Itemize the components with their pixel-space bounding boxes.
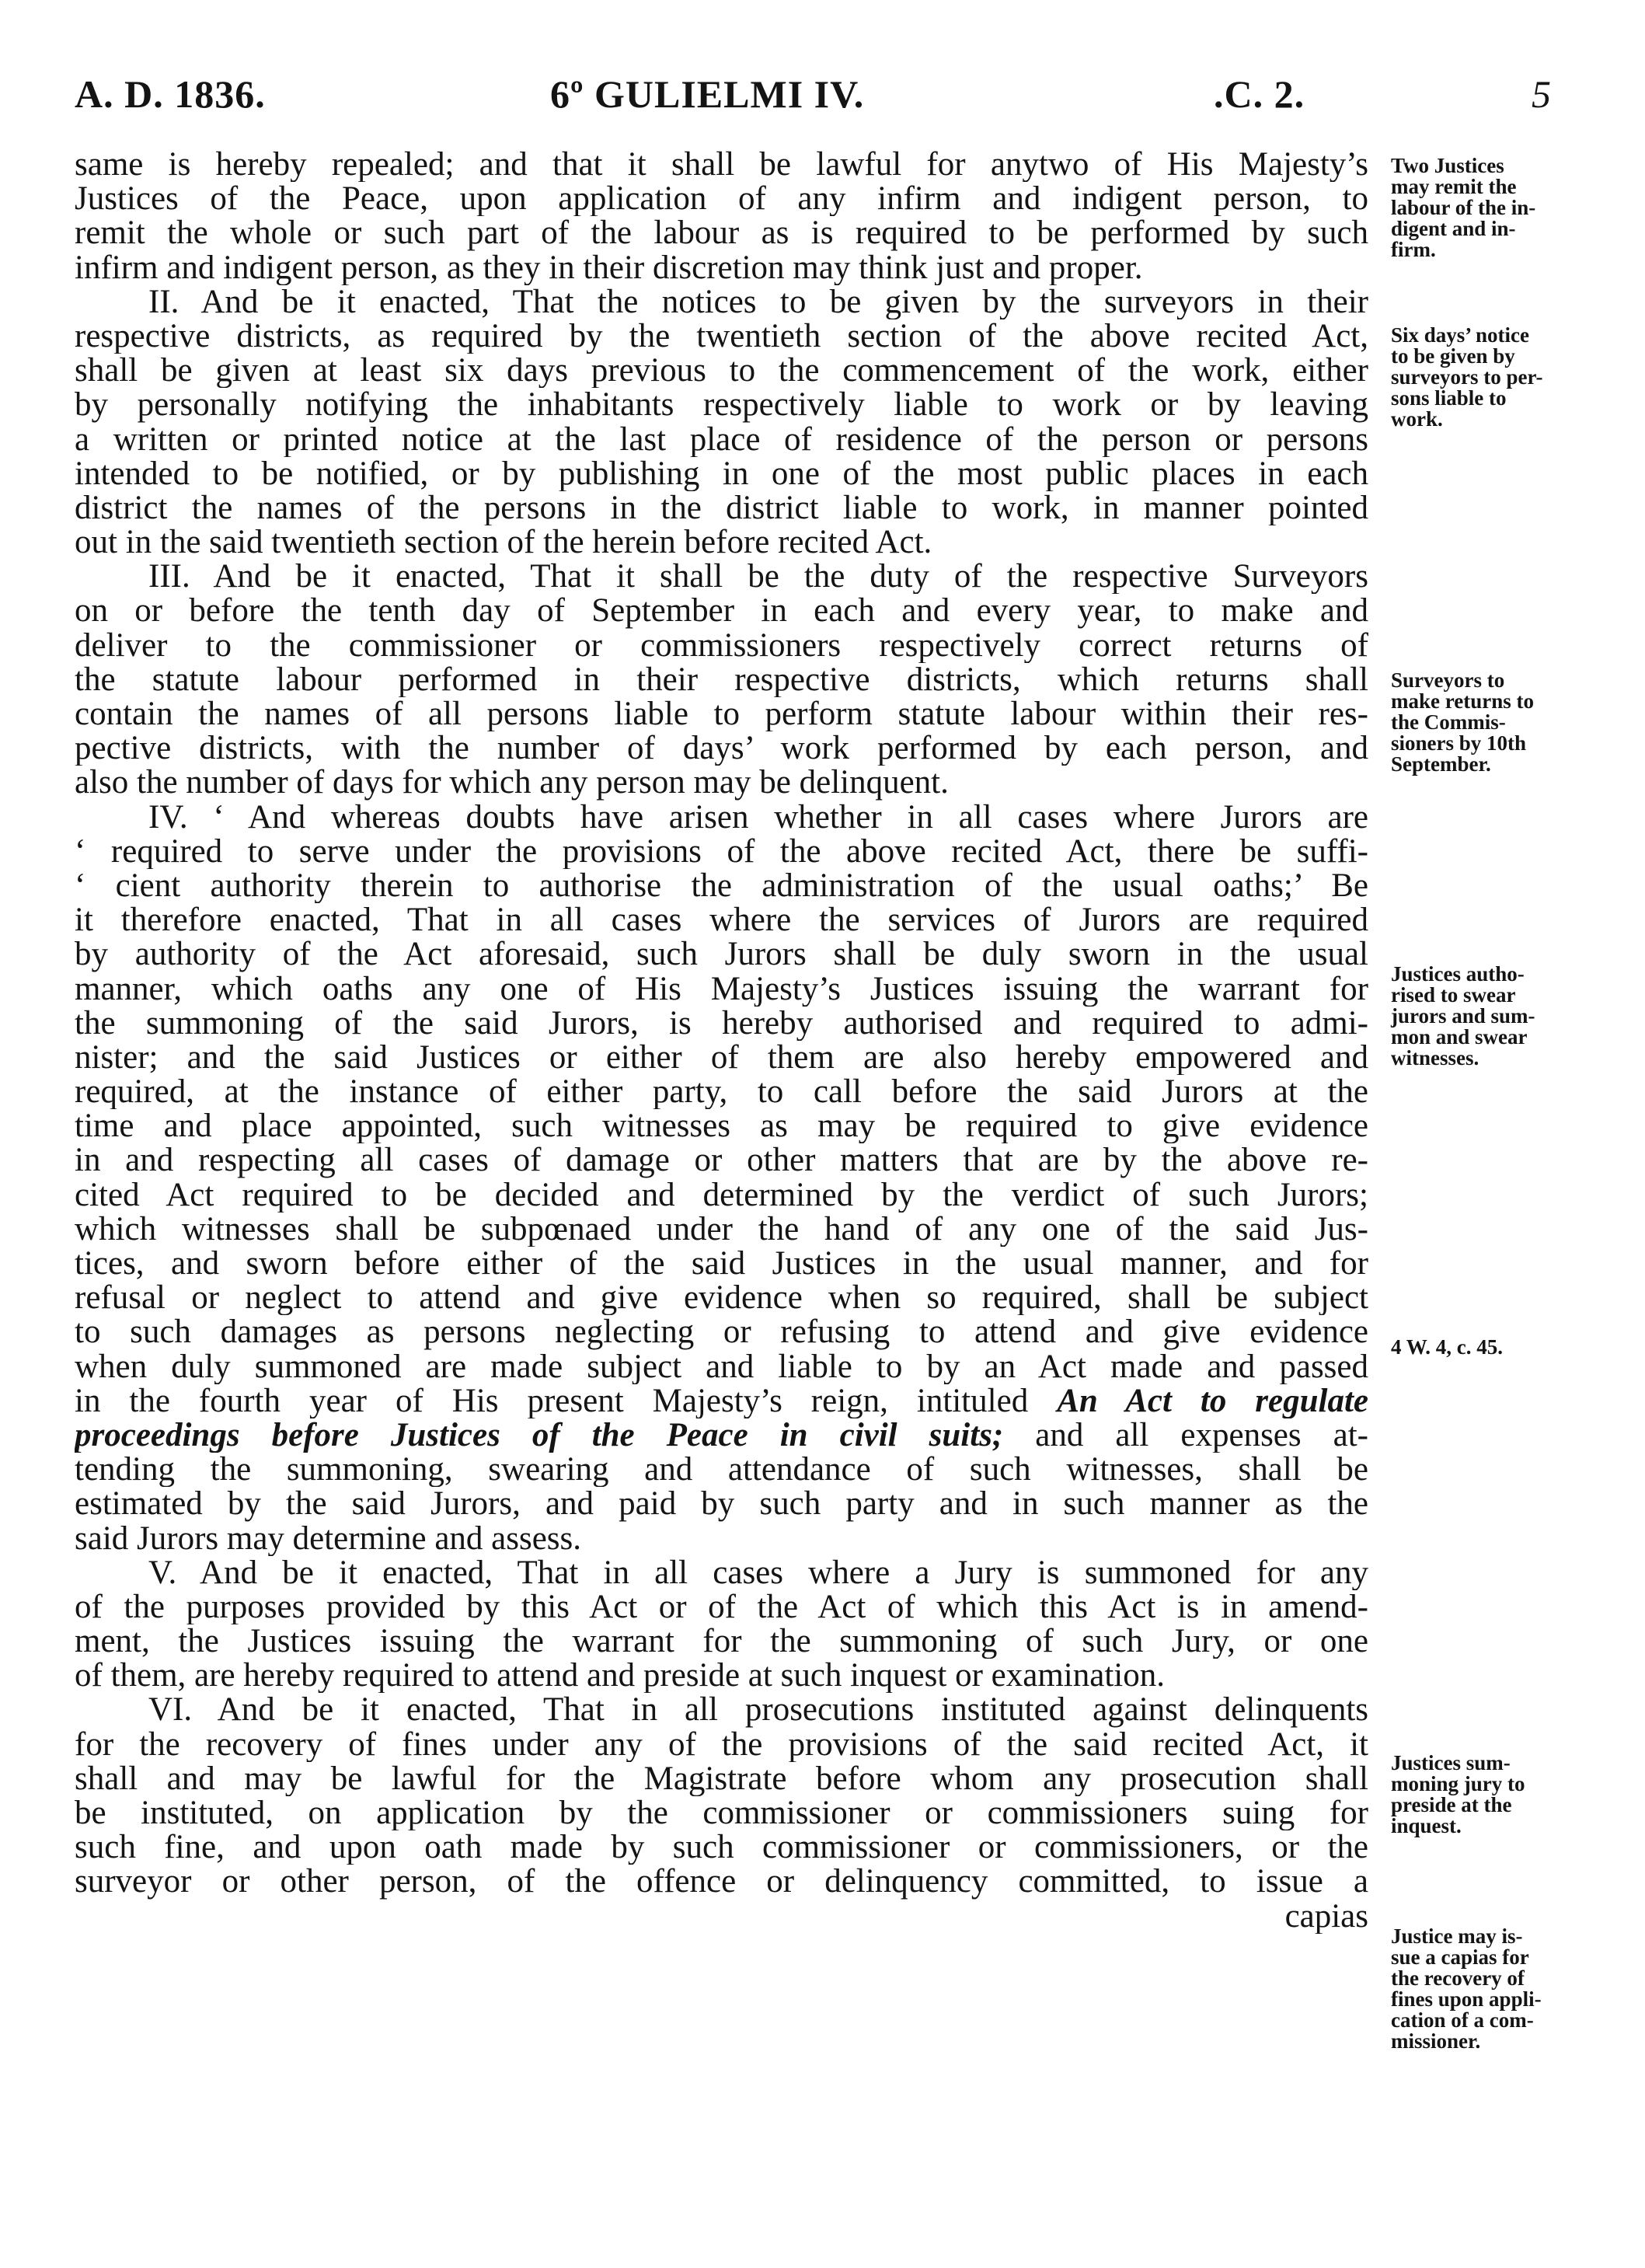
- body-line: [75, 1350, 1368, 1384]
- body-line-text: II. And be it enacted, That the notices to be given by the surveyors in their: [148, 284, 1368, 319]
- body-line: [75, 594, 1368, 628]
- body-line: [75, 1041, 1368, 1075]
- margin-note-statute-ref: [1391, 1337, 1566, 1358]
- margin-note-line: 4 W. 4, c. 45.: [1391, 1335, 1504, 1359]
- body-line: [75, 1453, 1368, 1487]
- body-line-text: ment, the Justices issuing the warrant for the summoning of such Jury, or one: [75, 1624, 1368, 1659]
- margin-note-line: labour of the in-: [1391, 196, 1536, 219]
- body-line: [75, 457, 1368, 491]
- margin-note-two-justices: [1391, 155, 1566, 260]
- body-line-text: nister; and the said Justices or either of them are also hereby empowered and: [75, 1040, 1368, 1076]
- body-line: [75, 1315, 1368, 1349]
- body-line: [75, 1830, 1368, 1865]
- body-line-text: pective districts, with the number of days’ work performed by each person, and: [75, 731, 1368, 766]
- body-line-text: IV. ‘ And whereas doubts have arisen whether in all cases where Jurors are: [148, 800, 1368, 835]
- body-line: [75, 354, 1368, 388]
- body-line-text: refusal or neglect to attend and give evidence when so required, shall be subject: [75, 1281, 1368, 1316]
- margin-note-line: Justices sum-: [1391, 1751, 1511, 1774]
- body-line: [75, 1007, 1368, 1041]
- body-line-text: by authority of the Act aforesaid, such Jurors shall be duly sworn in the usual: [75, 937, 1368, 972]
- body-line-text: in and respecting all cases of damage or other matters that are by the above re-: [75, 1143, 1368, 1178]
- margin-note-line: mon and swear: [1391, 1025, 1528, 1049]
- margin-note-line: Justices autho-: [1391, 962, 1525, 986]
- body-line: [75, 1143, 1368, 1178]
- body-line: [75, 629, 1368, 663]
- body-line-text: VI. And be it enacted, That in all prosecutions instituted against delinquents: [148, 1693, 1368, 1728]
- margin-note-line: the recovery of: [1391, 1966, 1525, 1990]
- body-line: [75, 216, 1368, 250]
- margin-note-line: missioner.: [1391, 2029, 1481, 2053]
- body-line-text: V. And be it enacted, That in all cases where a Jury is summoned for any: [148, 1555, 1368, 1590]
- body-line: [75, 731, 1368, 766]
- body-line-text: the summoning of the said Jurors, is hereby authorised and required to admi-: [75, 1006, 1368, 1041]
- body-line-text: by personally notifying the inhabitants respectively liable to work or by leaving: [75, 388, 1368, 423]
- running-header: [0, 72, 1645, 126]
- margin-note-line: surveyors to per-: [1391, 365, 1543, 389]
- body-line: [75, 766, 1368, 800]
- body-line-text: shall and may be lawful for the Magistrate before whom any prosecution shall: [75, 1761, 1368, 1796]
- body-line: [75, 251, 1368, 285]
- body-line: [75, 1418, 1368, 1453]
- body-line-text: of them, are hereby required to attend and preside at such inquest or examination.: [75, 1659, 1165, 1694]
- italic-title: proceedings before Justices of the Peace in civil suits;: [75, 1418, 1004, 1453]
- body-line-text: estimated by the said Jurors, and paid by such party and in such manner as the: [75, 1487, 1368, 1522]
- margin-note-line: firm.: [1391, 238, 1436, 261]
- body-line-text: remit the whole or such part of the labour as is required to be performed by such: [75, 216, 1368, 251]
- margin-note-line: moning jury to: [1391, 1772, 1525, 1795]
- body-line-text: required, at the instance of either party, to call before the said Jurors at the: [75, 1075, 1368, 1110]
- body-line-text: manner, which oaths any one of His Majesty’s Justices issuing the warrant for: [75, 972, 1368, 1007]
- margin-note-line: may remit the: [1391, 175, 1517, 198]
- body-line-text: on or before the tenth day of September in each and every year, to make and: [75, 594, 1368, 629]
- body-line-text: of the purposes provided by this Act or of the Act of which this Act is in amend-: [75, 1589, 1368, 1625]
- page-number: 5: [1532, 72, 1552, 116]
- body-line-text: said Jurors may determine and assess.: [75, 1521, 582, 1556]
- body-line: [75, 182, 1368, 216]
- body-line-text: III. And be it enacted, That it shall be the duty of the respective Surveyors: [148, 560, 1368, 595]
- body-line-text: Justices of the Peace, upon application of any infirm and indigent person, to: [75, 182, 1368, 217]
- body-line: [75, 525, 1368, 560]
- body-line-text: intended to be notified, or by publishing in one of the most public places in each: [75, 456, 1368, 491]
- body-line-text: the statute labour performed in their respective districts, which returns shall: [75, 662, 1368, 697]
- body-line-text: which witnesses shall be subpœnaed under the hand of any one of the said Jus-: [75, 1212, 1368, 1247]
- body-line: [75, 1659, 1368, 1693]
- margin-note-line: sue a capias for: [1391, 1945, 1529, 1969]
- body-line: [75, 1624, 1368, 1659]
- body-line: [75, 1693, 1368, 1727]
- margin-note-line: Two Justices: [1391, 154, 1504, 177]
- body-line-text: in the fourth year of His present Majesty’s reign, intituled: [75, 1383, 1029, 1418]
- body-line: [75, 937, 1368, 972]
- margin-note-line: work.: [1391, 407, 1443, 431]
- body-line-text: it therefore enacted, That in all cases where the services of Jurors are required: [75, 903, 1368, 938]
- body-line-text: a written or printed notice at the last place of residence of the person or persons: [75, 422, 1368, 457]
- body-line-text: also the number of days for which any person may be delinquent.: [75, 766, 949, 801]
- body-line: [75, 319, 1368, 354]
- margin-note-line: September.: [1391, 752, 1491, 776]
- margin-note-line: rised to swear: [1391, 983, 1516, 1007]
- body-line: [75, 697, 1368, 731]
- body-line: [75, 1213, 1368, 1247]
- body-line-text: be instituted, on application by the commissioner or commissioners suing for: [75, 1796, 1368, 1831]
- body-line: [75, 1281, 1368, 1315]
- body-line: [75, 388, 1368, 422]
- margin-note-justices-swear-jurors: [1391, 964, 1566, 1069]
- body-text: [75, 148, 1368, 1934]
- body-line: [75, 1796, 1368, 1830]
- margin-note-line: witnesses.: [1391, 1046, 1479, 1069]
- body-line: [75, 972, 1368, 1007]
- body-line-text: district the names of the persons in the district liable to work, in manner pointed: [75, 490, 1368, 526]
- margin-note-line: cation of a com-: [1391, 2008, 1534, 2032]
- margin-note-line: preside at the: [1391, 1793, 1512, 1816]
- body-line-text: same is hereby repealed; and that it shall be lawful for anytwo of His Majesty’s: [75, 148, 1368, 183]
- margin-note-line: make returns to: [1391, 689, 1534, 713]
- body-line: [75, 663, 1368, 697]
- body-line: [75, 1865, 1368, 1899]
- margin-note-line: the Commis-: [1391, 710, 1506, 734]
- margin-note-line: fines upon appli-: [1391, 1987, 1542, 2011]
- body-line-text: cited Act required to be decided and determined by the verdict of such Jurors;: [75, 1178, 1368, 1213]
- body-line: [75, 869, 1368, 903]
- body-line-text: when duly summoned are made subject and liable to by an Act made and passed: [75, 1349, 1368, 1384]
- body-line: [75, 1178, 1368, 1213]
- margin-note-line: inquest.: [1391, 1814, 1462, 1837]
- body-line-text: tending the summoning, swearing and attendance of such witnesses, shall be: [75, 1453, 1368, 1488]
- margin-note-surveyors-returns: [1391, 670, 1566, 775]
- header-reign: 6º GULIELMI IV.: [550, 72, 865, 116]
- body-line-text: and all expenses at-: [1003, 1418, 1368, 1453]
- body-line: [75, 1728, 1368, 1762]
- margin-note-line: Six days’ notice: [1391, 323, 1530, 347]
- italic-title: An Act to regulate: [1057, 1383, 1368, 1418]
- body-line: [75, 1247, 1368, 1281]
- header-chapter: .C. 2.: [1214, 72, 1305, 116]
- body-line-text: infirm and indigent person, as they in their discretion may think just and proper.: [75, 250, 1143, 285]
- body-line: [75, 1075, 1368, 1109]
- body-line-text: contain the names of all persons liable to perform statute labour within their res-: [75, 697, 1368, 732]
- body-line: [75, 1590, 1368, 1624]
- body-line: [75, 903, 1368, 937]
- body-line: [75, 801, 1368, 835]
- body-line: [75, 1384, 1368, 1418]
- body-line: [75, 1487, 1368, 1521]
- margin-note-line: to be given by: [1391, 344, 1515, 368]
- body-line: [75, 560, 1368, 594]
- body-line: [75, 835, 1368, 869]
- body-line: [75, 1109, 1368, 1143]
- body-line: [75, 491, 1368, 525]
- body-line-text: time and place appointed, such witnesses as may be required to give evidence: [75, 1109, 1368, 1144]
- body-line-text: respective districts, as required by the twentieth section of the above recited Act,: [75, 319, 1368, 354]
- body-line-text: ‘ cient authority therein to authorise the administration of the usual oaths;’ Be: [75, 868, 1368, 904]
- body-line: [75, 285, 1368, 319]
- margin-note-line: sioners by 10th: [1391, 731, 1527, 755]
- body-line-text: ‘ required to serve under the provisions of the above recited Act, there be suffi-: [75, 834, 1368, 869]
- body-line-text: such fine, and upon oath made by such commissioner or commissioners, or the: [75, 1830, 1368, 1865]
- body-line-text: shall be given at least six days previous to the commencement of the work, either: [75, 354, 1368, 389]
- margin-note-line: Justice may is-: [1391, 1924, 1523, 1948]
- body-line: [75, 1522, 1368, 1556]
- body-line-text: deliver to the commissioner or commissioners respectively correct returns of: [75, 628, 1368, 663]
- margin-note-line: Surveyors to: [1391, 668, 1505, 692]
- body-line: [75, 1556, 1368, 1590]
- body-line: [75, 423, 1368, 457]
- margin-note-justices-preside: [1391, 1753, 1566, 1837]
- margin-note-line: digent and in-: [1391, 217, 1516, 240]
- body-line-text: out in the said twentieth section of the herein before recited Act.: [75, 525, 932, 560]
- body-line-text: for the recovery of fines under any of the provisions of the said recited Act, it: [75, 1727, 1368, 1762]
- margin-note-line: jurors and sum-: [1391, 1004, 1535, 1028]
- margin-note-justice-capias: [1391, 1926, 1566, 2052]
- body-line-text: tices, and sworn before either of the said Justices in the usual manner, and for: [75, 1247, 1368, 1282]
- body-line-text: surveyor or other person, of the offence or delinquency committed, to issue a: [75, 1865, 1368, 1900]
- body-line-text: to such damages as persons neglecting or refusing to attend and give evidence: [75, 1315, 1368, 1350]
- catchword: capias: [1284, 1899, 1368, 1934]
- body-line: [75, 148, 1368, 182]
- header-year: A. D. 1836.: [75, 72, 266, 116]
- body-line: [75, 1762, 1368, 1796]
- margin-note-six-days-notice: [1391, 325, 1566, 430]
- margin-note-line: sons liable to: [1391, 386, 1507, 410]
